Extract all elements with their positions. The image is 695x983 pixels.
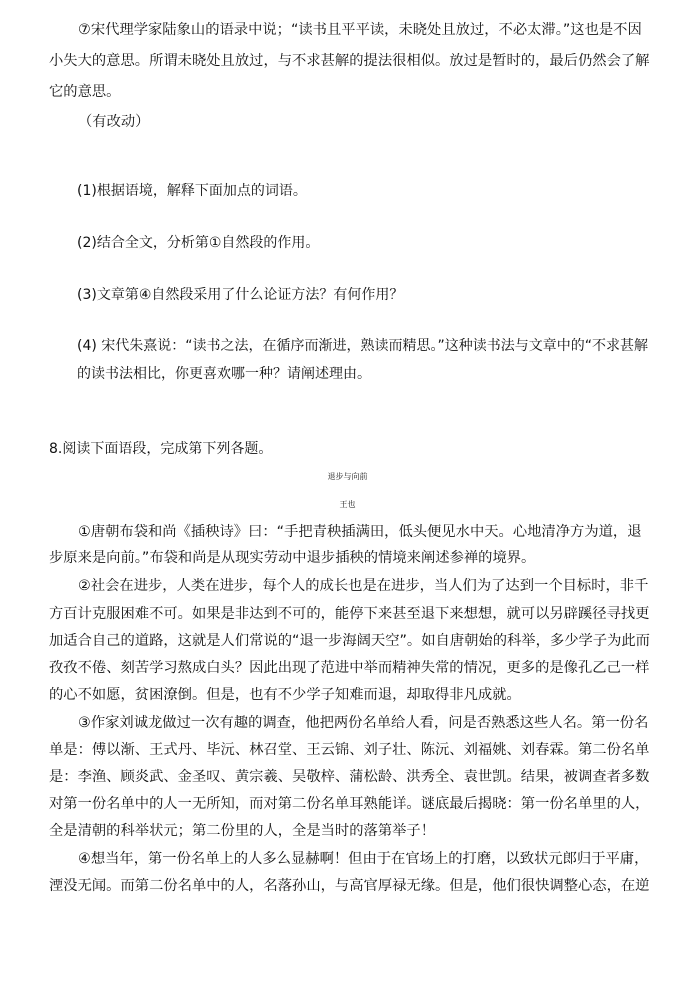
- question-4-line-1: (4) 宋代朱熹说：“读书之法，在循序而渐进，熟读而精思。”这种读书法与文章中的“不求甚解: [77, 338, 649, 354]
- article-line: 方百计克服困难不可。如果是非达到不可的，能停下来甚至退下来想想，就可以另辟蹊径寻找更: [49, 606, 650, 622]
- article-line: ②社会在进步，人类在进步，每个人的成长也是在进步，当人们为了达到一个目标时，非千: [78, 578, 649, 594]
- article-line: 的心不如愿，贫困潦倒。但是，也有不少学子知难而退，却取得非凡成就。: [49, 687, 521, 703]
- article-line: 对第一份名单中的人一无所知，而对第二份名单耳熟能详。谜底最后揭晓：第一份名单里的人，: [49, 796, 650, 812]
- article-line: 加适合自己的道路，这就是人们常说的“退一步海阔天空”。如自唐朝始的科举，多少学子为此而: [49, 633, 650, 649]
- article-author: 王也: [339, 500, 356, 509]
- article-title: 退步与向前: [327, 472, 368, 481]
- article-line: 全是清朝的科举状元；第二份里的人，全是当时的落第举子！: [49, 823, 436, 839]
- question-2: (2)结合全文，分析第①自然段的作用。: [77, 235, 320, 251]
- paragraph-7-line-3: 它的意思。: [49, 84, 121, 100]
- article-line: 单是：傅以渐、王式丹、毕沅、林召堂、王云锦、刘子壮、陈沅、刘福姚、刘春霖。第二份名单: [49, 742, 650, 758]
- question-1: (1)根据语境，解释下面加点的词语。: [77, 183, 307, 199]
- question-3: (3)文章第④自然段采用了什么论证方法？有何作用？: [77, 287, 404, 303]
- article-line: 孜孜不倦、刻苦学习熬成白头？因此出现了范进中举而精神失常的情况，更多的是像孔乙己一样: [49, 660, 650, 676]
- article-line: ④想当年，第一份名单上的人多么显赫啊！但由于在官场上的打磨，以致状元郎归于平庸，: [78, 851, 649, 867]
- question-8-title: 8.阅读下面语段，完成第下列各题。: [49, 441, 273, 457]
- question-4-line-2: 的读书法相比，你更喜欢哪一种？请阐述理由。: [77, 366, 371, 382]
- article-line: 步原来是向前。”布袋和尚是从现实劳动中退步插秧的情境来阐述参禅的境界。: [49, 550, 536, 566]
- article-line: ③作家刘诚龙做过一次有趣的调查，他把两份名单给人看，问是否熟悉这些人名。第一份名: [78, 715, 649, 731]
- source-note: （有改动）: [78, 114, 150, 130]
- paragraph-7-line-2: 小失大的意思。所谓未晓处且放过，与不求甚解的提法很相似。放过是暂时的，最后仍然会了解: [49, 53, 650, 69]
- article-line: 湮没无闻。而第二份名单中的人，名落孙山，与高官厚禄无缘。但是，他们很快调整心态，在逆: [49, 878, 650, 894]
- article-line: 是：李渔、顾炎武、金圣叹、黄宗羲、吴敬梓、蒲松龄、洪秀全、袁世凯。结果，被调查者多数: [49, 769, 650, 785]
- paragraph-7-line-1: ⑦宋代理学家陆象山的语录中说；“读书且平平读，未晓处且放过，不必太滞。”这也是不因: [78, 22, 642, 38]
- article-line: ①唐朝布袋和尚《插秧诗》曰：“手把青秧插满田，低头便见水中天。心地清净方为道，退: [78, 524, 642, 540]
